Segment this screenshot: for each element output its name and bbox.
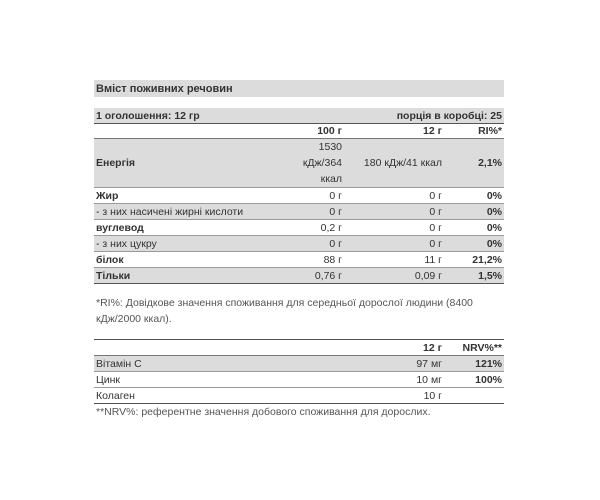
nutrient-name: Жир: [96, 189, 119, 202]
vitamin-name: Колаген: [96, 389, 135, 402]
nutrient-per-12g: 0 г: [429, 189, 442, 202]
serving-info-row: [94, 108, 504, 124]
ri-footnote: *RI%: Довідкове значення споживання для середньої дорослої людини (8400 кДж/2000 ккал).: [96, 297, 473, 325]
nutrient-per-12g: 0 г: [429, 237, 442, 250]
nutrient-ri-percent: 21,2%: [472, 253, 502, 266]
nutrient-name: білок: [96, 253, 124, 266]
vitamin-nrv-percent: 100%: [475, 373, 502, 386]
nutrient-header-row: [94, 124, 504, 139]
header-per-100g: 100 г: [317, 125, 342, 137]
nutrient-per-100g: 1530 кДж/364 ккал: [302, 141, 342, 185]
vitamin-nrv-percent: 121%: [475, 357, 502, 370]
nutrient-per-100g: 0,76 г: [314, 269, 342, 282]
nutrition-title-bar: [94, 80, 504, 97]
nutrient-ri-percent: 0%: [486, 189, 502, 202]
serving-size: 1 оголошення: 12 гр: [96, 109, 200, 122]
nutrition-title: Вміст поживних речовин: [96, 82, 233, 95]
nrv-footnote: **NRV%: референтне значення добового споживання для дорослих.: [96, 406, 431, 418]
header-per-12g: 12 г: [423, 125, 442, 137]
vitamin-header-nrv: NRV%**: [462, 341, 502, 354]
nutrient-rows: [94, 139, 504, 284]
nutrient-row: [94, 220, 504, 236]
nutrient-per-100g: 0 г: [329, 237, 342, 250]
nutrient-per-12g: 0,09 г: [414, 269, 442, 282]
nutrient-row: [94, 268, 504, 284]
vitamin-name: Вітамін С: [96, 357, 142, 370]
nutrient-ri-percent: 1,5%: [478, 269, 502, 282]
vitamin-row: [94, 356, 504, 372]
nutrition-table: [94, 80, 504, 420]
nutrient-row: [94, 236, 504, 252]
nutrient-name: Тільки: [96, 269, 131, 282]
nutrient-ri-percent: 2,1%: [478, 157, 502, 169]
nutrient-per-100g: 0 г: [329, 205, 342, 218]
vitamin-row: [94, 372, 504, 388]
nutrient-name: Енергія: [96, 157, 136, 169]
vitamin-rows: [94, 356, 504, 404]
nutrient-per-100g: 0 г: [329, 189, 342, 202]
nutrient-per-12g: 11 г: [424, 253, 442, 266]
nutrient-per-100g: 0,2 г: [320, 221, 342, 234]
servings-per-box: порція в коробці: 25: [396, 109, 502, 122]
nutrient-ri-percent: 0%: [486, 237, 502, 250]
nutrient-ri-percent: 0%: [486, 221, 502, 234]
vitamin-name: Цинк: [96, 373, 121, 386]
nutrient-per-12g: 0 г: [429, 205, 442, 218]
vitamin-amount: 97 мг: [416, 357, 442, 370]
nutrient-per-12g: 180 кДж/41 ккал: [363, 157, 442, 169]
vitamin-header-row: [94, 340, 504, 356]
nutrient-name: - з них насичені жирні кислоти: [96, 205, 244, 218]
vitamin-row: [94, 388, 504, 404]
nutrient-name: вуглевод: [96, 221, 144, 234]
vitamin-header-amount: 12 г: [423, 341, 442, 354]
nutrient-row: [94, 252, 504, 268]
vitamin-amount: 10 мг: [416, 373, 442, 386]
nutrient-row: [94, 139, 504, 188]
nutrient-row: [94, 204, 504, 220]
nutrient-name: - з них цукру: [96, 237, 157, 250]
nutrient-row: [94, 188, 504, 204]
nutrient-ri-percent: 0%: [486, 205, 502, 218]
nutrient-per-12g: 0 г: [429, 221, 442, 234]
vitamin-amount: 10 г: [423, 389, 442, 402]
header-ri-percent: RI%*: [478, 125, 502, 137]
nutrient-per-100g: 88 г: [323, 253, 342, 266]
